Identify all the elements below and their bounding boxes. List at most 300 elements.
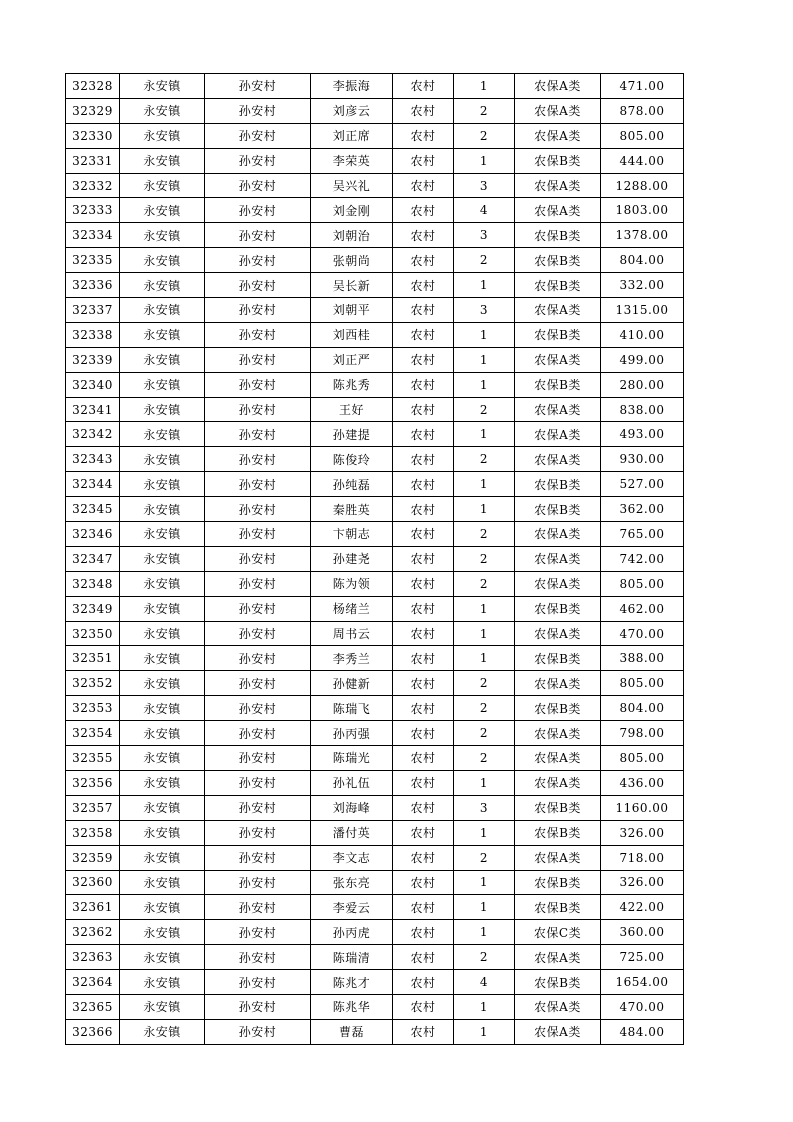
table-cell-category: 农村 <box>393 970 454 995</box>
table-row <box>66 746 684 771</box>
table-cell-insurance_type: 农保B类 <box>515 372 601 397</box>
table-cell-town: 永安镇 <box>120 148 205 173</box>
table-cell-insurance_type: 农保A类 <box>515 422 601 447</box>
table-cell-village: 孙安村 <box>205 148 311 173</box>
table-cell-person_count: 1 <box>454 770 515 795</box>
table-cell-amount: 360.00 <box>601 920 684 945</box>
table-cell-village: 孙安村 <box>205 173 311 198</box>
table-cell-village: 孙安村 <box>205 123 311 148</box>
table-cell-id: 32358 <box>66 820 120 845</box>
table-cell-town: 永安镇 <box>120 571 205 596</box>
table-cell-id: 32351 <box>66 646 120 671</box>
table-cell-person_count: 1 <box>454 621 515 646</box>
table-cell-name: 刘金刚 <box>311 198 393 223</box>
table-cell-category: 农村 <box>393 223 454 248</box>
table-cell-category: 农村 <box>393 322 454 347</box>
table-cell-id: 32353 <box>66 696 120 721</box>
table-cell-person_count: 4 <box>454 198 515 223</box>
table-cell-person_count: 2 <box>454 248 515 273</box>
table-cell-category: 农村 <box>393 447 454 472</box>
table-cell-person_count: 1 <box>454 820 515 845</box>
table-cell-insurance_type: 农保A类 <box>515 98 601 123</box>
table-cell-insurance_type: 农保B类 <box>515 273 601 298</box>
table-row <box>66 148 684 173</box>
table-cell-village: 孙安村 <box>205 347 311 372</box>
table-cell-name: 陈兆秀 <box>311 372 393 397</box>
table-cell-category: 农村 <box>393 1019 454 1044</box>
table-cell-name: 陈为领 <box>311 571 393 596</box>
table-row <box>66 895 684 920</box>
table-cell-town: 永安镇 <box>120 770 205 795</box>
table-cell-village: 孙安村 <box>205 646 311 671</box>
table-cell-insurance_type: 农保B类 <box>515 795 601 820</box>
table-cell-category: 农村 <box>393 920 454 945</box>
table-cell-id: 32330 <box>66 123 120 148</box>
table-row <box>66 397 684 422</box>
table-cell-amount: 499.00 <box>601 347 684 372</box>
table-cell-town: 永安镇 <box>120 98 205 123</box>
table-cell-village: 孙安村 <box>205 248 311 273</box>
table-cell-village: 孙安村 <box>205 945 311 970</box>
table-cell-name: 李爱云 <box>311 895 393 920</box>
table-cell-person_count: 2 <box>454 746 515 771</box>
table-cell-name: 潘付英 <box>311 820 393 845</box>
table-cell-amount: 804.00 <box>601 696 684 721</box>
table-cell-name: 刘正席 <box>311 123 393 148</box>
table-row <box>66 546 684 571</box>
table-cell-category: 农村 <box>393 596 454 621</box>
table-cell-town: 永安镇 <box>120 447 205 472</box>
table-cell-id: 32355 <box>66 746 120 771</box>
table-cell-town: 永安镇 <box>120 298 205 323</box>
table-cell-amount: 444.00 <box>601 148 684 173</box>
table-cell-amount: 332.00 <box>601 273 684 298</box>
table-cell-town: 永安镇 <box>120 522 205 547</box>
table-cell-id: 32348 <box>66 571 120 596</box>
table-cell-amount: 805.00 <box>601 571 684 596</box>
table-cell-name: 李荣英 <box>311 148 393 173</box>
table-cell-category: 农村 <box>393 522 454 547</box>
table-cell-amount: 422.00 <box>601 895 684 920</box>
table-cell-village: 孙安村 <box>205 671 311 696</box>
table-cell-person_count: 1 <box>454 646 515 671</box>
table-cell-name: 吴兴礼 <box>311 173 393 198</box>
table-cell-amount: 388.00 <box>601 646 684 671</box>
table-cell-id: 32350 <box>66 621 120 646</box>
table-cell-name: 李秀兰 <box>311 646 393 671</box>
table-cell-category: 农村 <box>393 248 454 273</box>
table-cell-amount: 326.00 <box>601 820 684 845</box>
table-cell-category: 农村 <box>393 397 454 422</box>
table-cell-village: 孙安村 <box>205 571 311 596</box>
table-cell-insurance_type: 农保A类 <box>515 571 601 596</box>
table-cell-name: 孙丙虎 <box>311 920 393 945</box>
table-row <box>66 298 684 323</box>
table-cell-person_count: 3 <box>454 223 515 248</box>
table-cell-category: 农村 <box>393 123 454 148</box>
table-cell-category: 农村 <box>393 472 454 497</box>
table-cell-amount: 805.00 <box>601 746 684 771</box>
table-cell-amount: 493.00 <box>601 422 684 447</box>
table-cell-amount: 527.00 <box>601 472 684 497</box>
table-cell-category: 农村 <box>393 98 454 123</box>
table-cell-name: 李文志 <box>311 845 393 870</box>
table-cell-amount: 930.00 <box>601 447 684 472</box>
table-row <box>66 571 684 596</box>
table-cell-name: 曹磊 <box>311 1019 393 1044</box>
table-cell-person_count: 1 <box>454 273 515 298</box>
table-cell-village: 孙安村 <box>205 447 311 472</box>
table-cell-town: 永安镇 <box>120 372 205 397</box>
table-cell-town: 永安镇 <box>120 123 205 148</box>
table-cell-person_count: 2 <box>454 671 515 696</box>
table-row <box>66 596 684 621</box>
table-cell-insurance_type: 农保A类 <box>515 770 601 795</box>
table-cell-person_count: 2 <box>454 397 515 422</box>
table-cell-village: 孙安村 <box>205 770 311 795</box>
table-cell-id: 32333 <box>66 198 120 223</box>
table-cell-id: 32336 <box>66 273 120 298</box>
table-cell-insurance_type: 农保A类 <box>515 1019 601 1044</box>
table-cell-category: 农村 <box>393 497 454 522</box>
table-cell-village: 孙安村 <box>205 970 311 995</box>
table-cell-category: 农村 <box>393 74 454 99</box>
table-cell-town: 永安镇 <box>120 472 205 497</box>
table-cell-insurance_type: 农保A类 <box>515 746 601 771</box>
table-cell-insurance_type: 农保B类 <box>515 870 601 895</box>
table-row <box>66 198 684 223</box>
table-cell-town: 永安镇 <box>120 248 205 273</box>
table-cell-amount: 718.00 <box>601 845 684 870</box>
table-cell-person_count: 1 <box>454 596 515 621</box>
table-cell-id: 32362 <box>66 920 120 945</box>
table-cell-category: 农村 <box>393 945 454 970</box>
table-cell-name: 陈兆华 <box>311 994 393 1019</box>
table-cell-category: 农村 <box>393 148 454 173</box>
table-row <box>66 422 684 447</box>
table-cell-village: 孙安村 <box>205 298 311 323</box>
table-cell-category: 农村 <box>393 721 454 746</box>
table-cell-town: 永安镇 <box>120 173 205 198</box>
table-cell-name: 刘正严 <box>311 347 393 372</box>
table-cell-name: 刘朝治 <box>311 223 393 248</box>
table-row <box>66 447 684 472</box>
table-cell-insurance_type: 农保A类 <box>515 546 601 571</box>
table-cell-village: 孙安村 <box>205 721 311 746</box>
table-cell-town: 永安镇 <box>120 870 205 895</box>
table-row <box>66 472 684 497</box>
table-row <box>66 1019 684 1044</box>
table-cell-person_count: 3 <box>454 173 515 198</box>
table-cell-person_count: 1 <box>454 994 515 1019</box>
table-row <box>66 497 684 522</box>
table-cell-person_count: 1 <box>454 322 515 347</box>
table-cell-village: 孙安村 <box>205 820 311 845</box>
table-cell-name: 张东亮 <box>311 870 393 895</box>
table-cell-category: 农村 <box>393 820 454 845</box>
table-cell-insurance_type: 农保A类 <box>515 173 601 198</box>
table-cell-person_count: 2 <box>454 945 515 970</box>
table-cell-id: 32335 <box>66 248 120 273</box>
table-cell-insurance_type: 农保A类 <box>515 447 601 472</box>
table-cell-village: 孙安村 <box>205 1019 311 1044</box>
table-cell-person_count: 1 <box>454 1019 515 1044</box>
table-cell-person_count: 1 <box>454 148 515 173</box>
table-cell-insurance_type: 农保A类 <box>515 74 601 99</box>
table-cell-insurance_type: 农保A类 <box>515 845 601 870</box>
table-cell-village: 孙安村 <box>205 596 311 621</box>
table-cell-person_count: 2 <box>454 845 515 870</box>
table-cell-amount: 470.00 <box>601 994 684 1019</box>
table-cell-insurance_type: 农保B类 <box>515 248 601 273</box>
table-cell-id: 32343 <box>66 447 120 472</box>
table-cell-town: 永安镇 <box>120 994 205 1019</box>
table-cell-insurance_type: 农保C类 <box>515 920 601 945</box>
table-cell-town: 永安镇 <box>120 347 205 372</box>
table-row <box>66 123 684 148</box>
table-cell-town: 永安镇 <box>120 920 205 945</box>
table-cell-name: 卞朝志 <box>311 522 393 547</box>
table-cell-village: 孙安村 <box>205 522 311 547</box>
table-row <box>66 870 684 895</box>
table-cell-amount: 436.00 <box>601 770 684 795</box>
table-cell-amount: 878.00 <box>601 98 684 123</box>
table-cell-insurance_type: 农保A类 <box>515 621 601 646</box>
table-row <box>66 273 684 298</box>
table-cell-town: 永安镇 <box>120 273 205 298</box>
table-cell-id: 32332 <box>66 173 120 198</box>
table-cell-name: 陈瑞清 <box>311 945 393 970</box>
table-cell-person_count: 2 <box>454 447 515 472</box>
table-cell-amount: 471.00 <box>601 74 684 99</box>
table-cell-village: 孙安村 <box>205 273 311 298</box>
table-cell-id: 32360 <box>66 870 120 895</box>
table-row <box>66 223 684 248</box>
table-row <box>66 322 684 347</box>
table-row <box>66 248 684 273</box>
table-cell-amount: 1803.00 <box>601 198 684 223</box>
table-cell-person_count: 1 <box>454 895 515 920</box>
table-cell-village: 孙安村 <box>205 223 311 248</box>
table-cell-village: 孙安村 <box>205 497 311 522</box>
table-cell-village: 孙安村 <box>205 422 311 447</box>
table-cell-id: 32354 <box>66 721 120 746</box>
table-cell-person_count: 1 <box>454 497 515 522</box>
table-cell-insurance_type: 农保B类 <box>515 970 601 995</box>
table-cell-town: 永安镇 <box>120 322 205 347</box>
table-cell-person_count: 1 <box>454 920 515 945</box>
table-cell-town: 永安镇 <box>120 895 205 920</box>
table-cell-person_count: 2 <box>454 721 515 746</box>
table-row <box>66 646 684 671</box>
table-cell-name: 孙丙强 <box>311 721 393 746</box>
table-cell-town: 永安镇 <box>120 596 205 621</box>
table-cell-category: 农村 <box>393 646 454 671</box>
table-cell-id: 32363 <box>66 945 120 970</box>
table-cell-name: 孙健新 <box>311 671 393 696</box>
table-cell-village: 孙安村 <box>205 74 311 99</box>
table-cell-village: 孙安村 <box>205 546 311 571</box>
table-cell-town: 永安镇 <box>120 746 205 771</box>
table-cell-amount: 470.00 <box>601 621 684 646</box>
table-cell-category: 农村 <box>393 273 454 298</box>
table-cell-amount: 1288.00 <box>601 173 684 198</box>
table-cell-insurance_type: 农保B类 <box>515 223 601 248</box>
table-cell-id: 32356 <box>66 770 120 795</box>
table-cell-id: 32340 <box>66 372 120 397</box>
table-cell-id: 32338 <box>66 322 120 347</box>
table-cell-insurance_type: 农保B类 <box>515 472 601 497</box>
table-cell-person_count: 2 <box>454 571 515 596</box>
table-cell-id: 32366 <box>66 1019 120 1044</box>
table-cell-name: 刘朝平 <box>311 298 393 323</box>
table-cell-village: 孙安村 <box>205 198 311 223</box>
table-cell-insurance_type: 农保B类 <box>515 895 601 920</box>
table-cell-id: 32352 <box>66 671 120 696</box>
table-cell-insurance_type: 农保B类 <box>515 596 601 621</box>
table-cell-id: 32346 <box>66 522 120 547</box>
table-cell-id: 32341 <box>66 397 120 422</box>
table-cell-name: 杨绪兰 <box>311 596 393 621</box>
table-cell-insurance_type: 农保A类 <box>515 397 601 422</box>
table-cell-id: 32328 <box>66 74 120 99</box>
table-cell-amount: 410.00 <box>601 322 684 347</box>
table-cell-id: 32349 <box>66 596 120 621</box>
table-row <box>66 770 684 795</box>
table-cell-village: 孙安村 <box>205 696 311 721</box>
table-cell-amount: 1315.00 <box>601 298 684 323</box>
table-cell-category: 农村 <box>393 347 454 372</box>
table-cell-category: 农村 <box>393 546 454 571</box>
table-cell-category: 农村 <box>393 895 454 920</box>
table-cell-amount: 798.00 <box>601 721 684 746</box>
table-cell-id: 32347 <box>66 546 120 571</box>
table-cell-insurance_type: 农保A类 <box>515 671 601 696</box>
table-row <box>66 820 684 845</box>
table-cell-village: 孙安村 <box>205 920 311 945</box>
table-row <box>66 721 684 746</box>
table-cell-town: 永安镇 <box>120 422 205 447</box>
table-cell-person_count: 2 <box>454 123 515 148</box>
table-cell-village: 孙安村 <box>205 372 311 397</box>
table-cell-amount: 838.00 <box>601 397 684 422</box>
table-cell-town: 永安镇 <box>120 74 205 99</box>
table-cell-insurance_type: 农保A类 <box>515 347 601 372</box>
table-cell-name: 周书云 <box>311 621 393 646</box>
table-cell-insurance_type: 农保A类 <box>515 994 601 1019</box>
table-cell-name: 刘西桂 <box>311 322 393 347</box>
table-cell-category: 农村 <box>393 173 454 198</box>
table-cell-person_count: 3 <box>454 298 515 323</box>
table-cell-insurance_type: 农保B类 <box>515 497 601 522</box>
table-cell-village: 孙安村 <box>205 621 311 646</box>
table-row <box>66 845 684 870</box>
table-cell-id: 32339 <box>66 347 120 372</box>
table-cell-name: 张朝尚 <box>311 248 393 273</box>
table-cell-village: 孙安村 <box>205 397 311 422</box>
table-cell-category: 农村 <box>393 298 454 323</box>
table-cell-name: 王好 <box>311 397 393 422</box>
table-cell-person_count: 1 <box>454 870 515 895</box>
table-cell-category: 农村 <box>393 795 454 820</box>
table-cell-town: 永安镇 <box>120 696 205 721</box>
table-cell-town: 永安镇 <box>120 546 205 571</box>
table-cell-category: 农村 <box>393 621 454 646</box>
table-cell-person_count: 2 <box>454 98 515 123</box>
table-cell-town: 永安镇 <box>120 497 205 522</box>
table-cell-person_count: 1 <box>454 422 515 447</box>
table-cell-amount: 326.00 <box>601 870 684 895</box>
table-cell-amount: 362.00 <box>601 497 684 522</box>
table-cell-name: 吴长新 <box>311 273 393 298</box>
table-cell-name: 孙纯磊 <box>311 472 393 497</box>
table-cell-insurance_type: 农保B类 <box>515 820 601 845</box>
table-cell-insurance_type: 农保B类 <box>515 646 601 671</box>
table-cell-name: 陈瑞光 <box>311 746 393 771</box>
table-row <box>66 696 684 721</box>
table-row <box>66 522 684 547</box>
table-cell-village: 孙安村 <box>205 795 311 820</box>
table-cell-amount: 804.00 <box>601 248 684 273</box>
table-cell-amount: 805.00 <box>601 123 684 148</box>
table-cell-town: 永安镇 <box>120 820 205 845</box>
table-cell-village: 孙安村 <box>205 322 311 347</box>
table-cell-village: 孙安村 <box>205 994 311 1019</box>
table-cell-category: 农村 <box>393 746 454 771</box>
table-cell-category: 农村 <box>393 994 454 1019</box>
table-cell-amount: 765.00 <box>601 522 684 547</box>
table-cell-town: 永安镇 <box>120 198 205 223</box>
table-cell-category: 农村 <box>393 198 454 223</box>
table-cell-town: 永安镇 <box>120 1019 205 1044</box>
table-cell-town: 永安镇 <box>120 397 205 422</box>
table-cell-category: 农村 <box>393 696 454 721</box>
table-row <box>66 920 684 945</box>
table-cell-id: 32359 <box>66 845 120 870</box>
table-cell-category: 农村 <box>393 770 454 795</box>
table-cell-category: 农村 <box>393 870 454 895</box>
table-cell-insurance_type: 农保A类 <box>515 945 601 970</box>
table-cell-person_count: 4 <box>454 970 515 995</box>
table-cell-amount: 280.00 <box>601 372 684 397</box>
table-cell-town: 永安镇 <box>120 845 205 870</box>
table-cell-category: 农村 <box>393 422 454 447</box>
table-row <box>66 994 684 1019</box>
table-cell-amount: 805.00 <box>601 671 684 696</box>
table-cell-insurance_type: 农保B类 <box>515 148 601 173</box>
table-cell-person_count: 2 <box>454 546 515 571</box>
table-cell-id: 32357 <box>66 795 120 820</box>
table-cell-person_count: 3 <box>454 795 515 820</box>
table-row <box>66 173 684 198</box>
table-cell-id: 32361 <box>66 895 120 920</box>
table-cell-person_count: 1 <box>454 372 515 397</box>
table-cell-insurance_type: 农保A类 <box>515 123 601 148</box>
table-cell-name: 刘海峰 <box>311 795 393 820</box>
table-cell-id: 32337 <box>66 298 120 323</box>
table-cell-town: 永安镇 <box>120 671 205 696</box>
table-cell-insurance_type: 农保A类 <box>515 198 601 223</box>
table-cell-amount: 484.00 <box>601 1019 684 1044</box>
table-cell-id: 32329 <box>66 98 120 123</box>
table-cell-town: 永安镇 <box>120 646 205 671</box>
table-cell-town: 永安镇 <box>120 970 205 995</box>
table-row <box>66 671 684 696</box>
table-row <box>66 970 684 995</box>
table-cell-name: 陈兆才 <box>311 970 393 995</box>
table-cell-village: 孙安村 <box>205 746 311 771</box>
table-cell-id: 32334 <box>66 223 120 248</box>
